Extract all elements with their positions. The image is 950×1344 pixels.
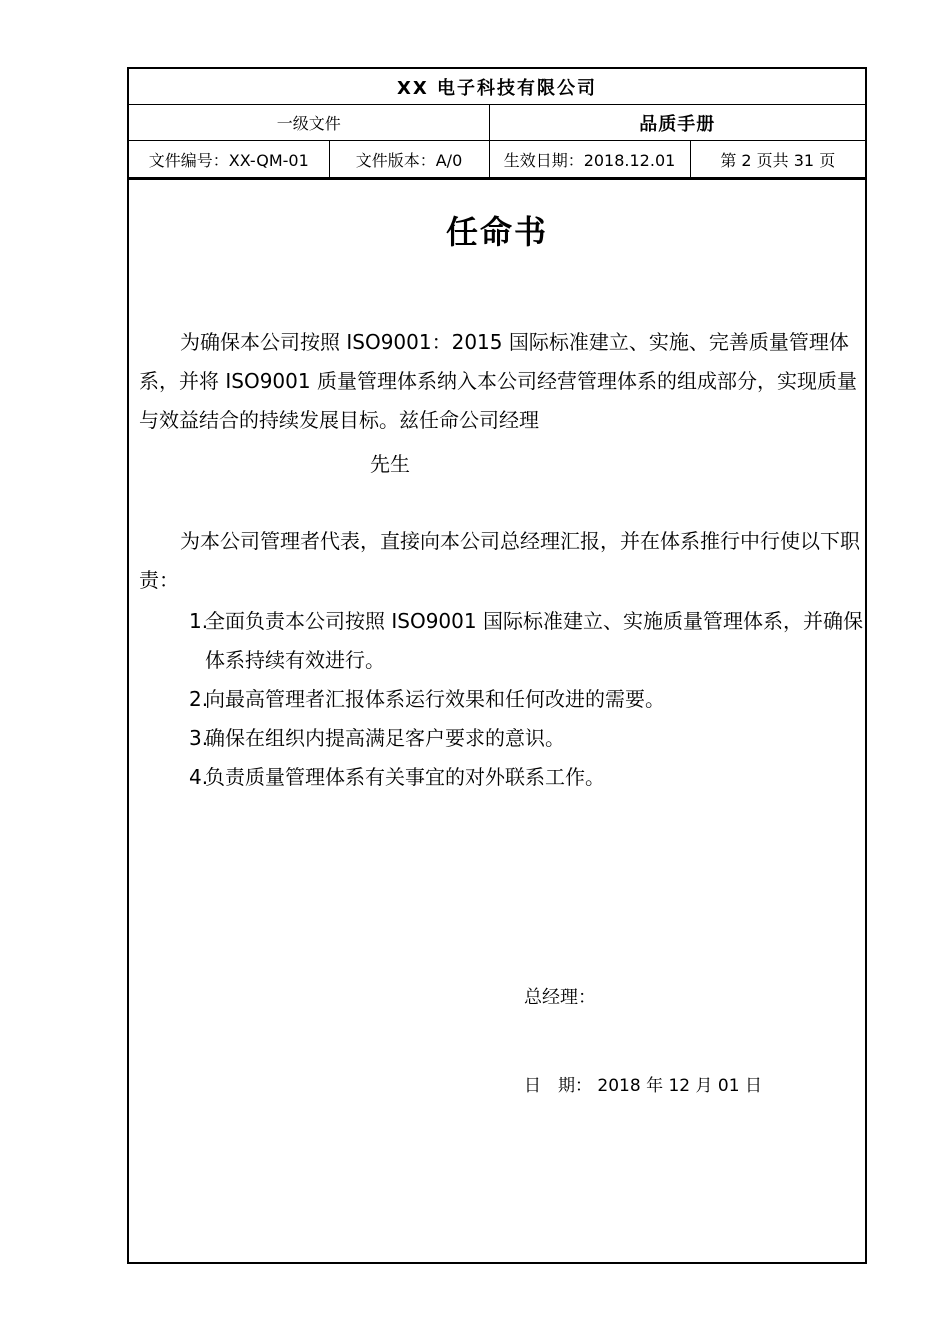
list-item <box>189 680 863 719</box>
list-item-text: 向最高管理者汇报体系运行效果和任何改进的需要。 <box>205 687 665 711</box>
list-item-number: 4. <box>189 765 209 789</box>
list-item <box>189 719 863 758</box>
page-title: 任命书 <box>445 213 548 251</box>
list-item-number: 2. <box>189 687 209 711</box>
appointment-paragraph: 为确保本公司按照 ISO9001：2015 国际标准建立、实施、完善质量管理体系，并将 ISO9001 质量管理体系纳入本公司经营管理体系的组成部分，实现质量与效益结合的持续发展目标。兹任命公司经理 <box>139 330 857 432</box>
company-name: XX 电子科技有限公司 <box>129 69 865 105</box>
manual-name: 品质手册 <box>489 105 865 141</box>
list-item <box>189 602 863 680</box>
list-item-text: 全面负责本公司按照 ISO9001 国际标准建立、实施质量管理体系，并确保体系持续有效进行。 <box>205 609 863 672</box>
doc-number: 文件编号：XX-QM-01 <box>129 141 329 178</box>
header-divider <box>129 178 865 180</box>
document-frame <box>127 67 867 1264</box>
signature-label: 总经理： <box>524 987 596 1008</box>
header-table <box>129 69 865 178</box>
doc-version: 文件版本：A/0 <box>329 141 489 178</box>
duties-intro-paragraph: 为本公司管理者代表，直接向本公司总经理汇报，并在体系推行中行使以下职责： <box>139 529 860 592</box>
honorific: 先生 <box>370 452 410 476</box>
duties-list <box>189 602 863 797</box>
page-number: 第 2 页共 31 页 <box>690 141 865 178</box>
list-item-text: 确保在组织内提高满足客户要求的意识。 <box>205 726 565 750</box>
list-item-number: 3. <box>189 726 209 750</box>
effective-date: 生效日期：2018.12.01 <box>489 141 690 178</box>
signature-date: 日 期： 2018 年 12 月 01 日 <box>524 1076 762 1096</box>
list-item-number: 1. <box>189 609 209 633</box>
document-level: 一级文件 <box>129 105 489 141</box>
list-item <box>189 758 863 797</box>
list-item-text: 负责质量管理体系有关事宜的对外联系工作。 <box>205 765 605 789</box>
